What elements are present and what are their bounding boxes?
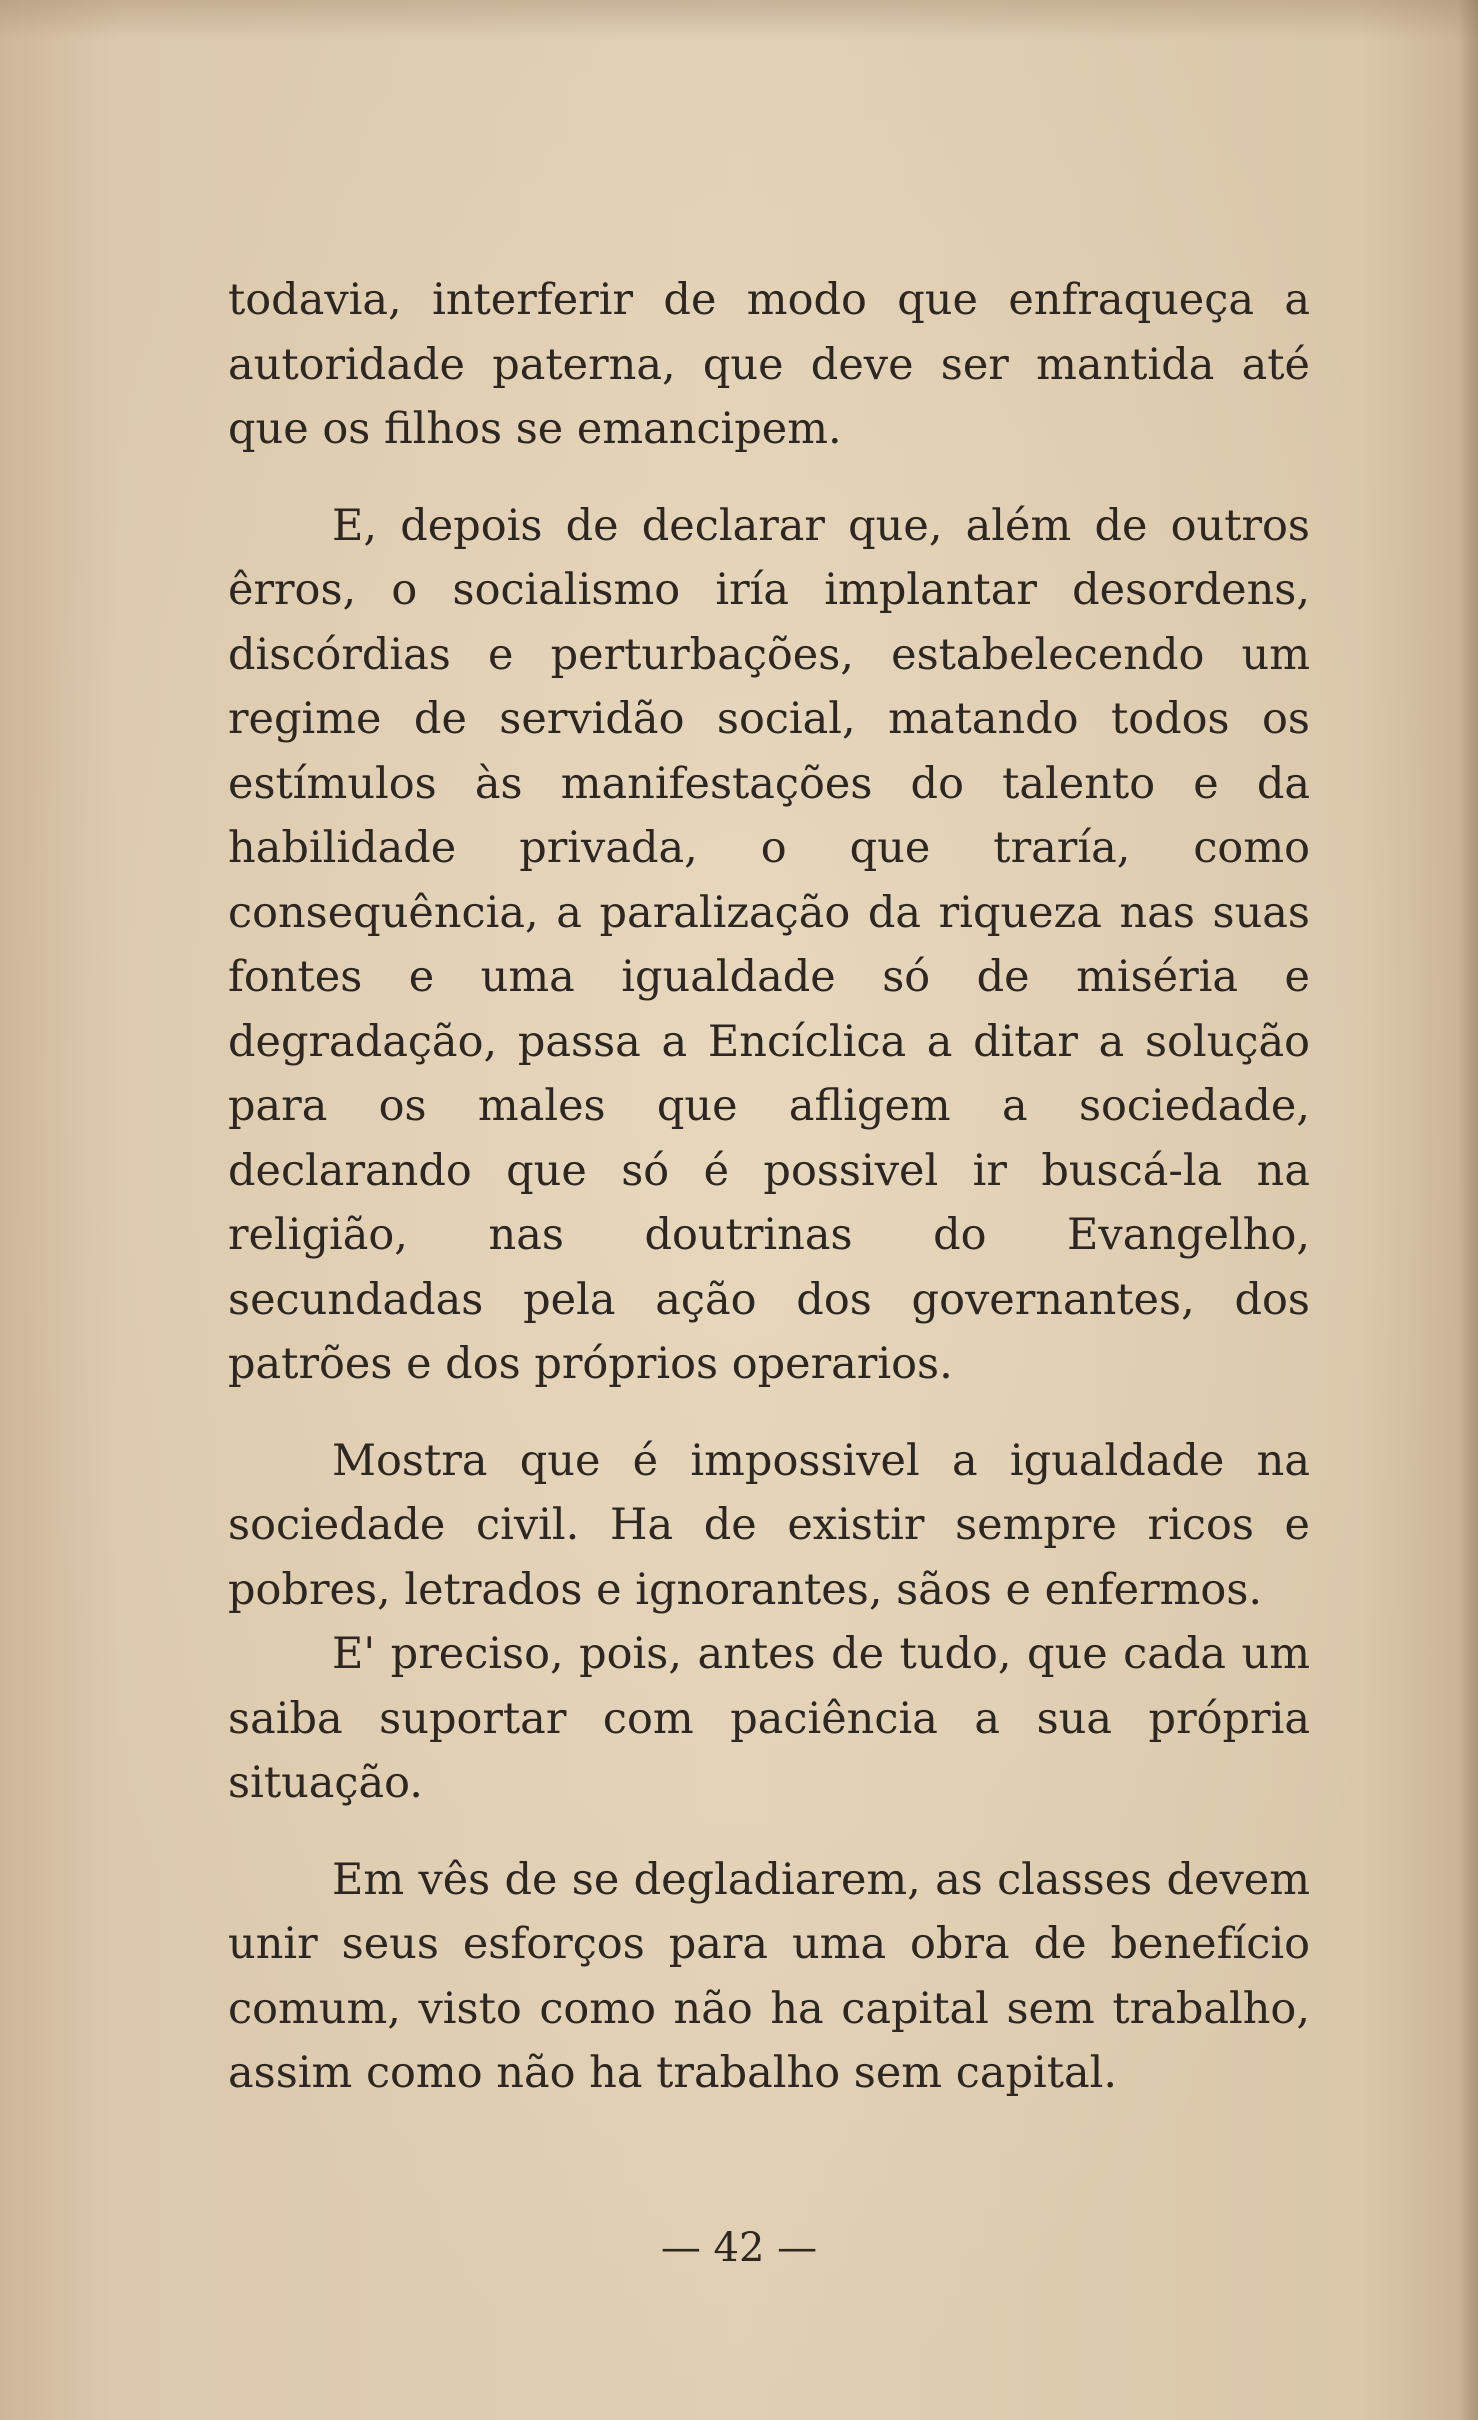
page-top-shadow	[0, 0, 1478, 40]
page-right-shadow	[1458, 0, 1478, 2420]
body-text	[228, 268, 1310, 2106]
paragraph-2: E, depois de declarar que, além de outros êrros, o socialismo iría implantar desordens, discórdias e perturbações, estabelecendo um regime de servidão social, matando todos os estímulos às manifestações do talento e da habilidade privada, o que traría, como consequência, a paralização da riqueza nas suas fontes e uma igualdade só de miséria e degradação, passa a Encíclica a ditar a solução para os males que afligem a sociedade, declarando que só é possivel ir buscá-la na religião, nas doutrinas do Evangelho, secundadas pela ação dos governantes, dos patrões e dos próprios operarios.	[228, 500, 1310, 1389]
paragraph-3: Mostra que é impossivel a igualdade na sociedade civil. Ha de existir sempre ricos e pobres, letrados e ignorantes, sãos e enfermos.	[228, 1435, 1310, 1615]
paragraph-4: E' preciso, pois, antes de tudo, que cada um saiba suportar com paciência a sua própria situação.	[228, 1629, 1310, 1808]
page-number: — 42 —	[660, 2225, 818, 2271]
paragraph-1: todavia, interferir de modo que enfraqueça a autoridade paterna, que deve ser mantida até que os filhos se emancipem.	[228, 275, 1310, 454]
paragraph-5: Em vês de se degladiarem, as classes devem unir seus esforços para uma obra de benefício comum, visto como não ha capital sem trabalho, assim como não ha trabalho sem capital.	[228, 1854, 1310, 2098]
